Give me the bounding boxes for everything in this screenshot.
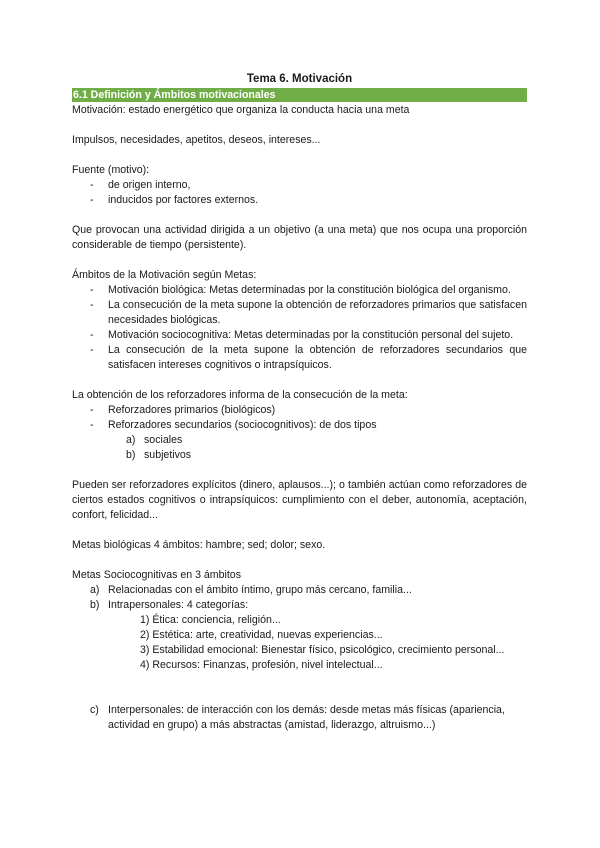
list-item: - inducidos por factores externos. [72,193,527,208]
list-item [72,583,527,598]
socio-list-continued [72,703,527,733]
list-item [72,448,527,463]
list-item: - de origen interno, [72,178,527,193]
definition-text: Motivación: estado energético que organiza la conducta hacia una meta [72,104,410,116]
list-item-text: sociales [144,434,183,446]
list-item-text: Relacionadas con el ámbito íntimo, grupo más cercano, familia... [108,584,412,596]
list-item [72,433,527,448]
list-item: - Reforzadores primarios (biológicos) [72,403,527,418]
biological-goals-text: Metas biológicas 4 ámbitos: hambre; sed; dolor; sexo. [72,539,326,551]
document-page [72,72,527,733]
ambitos-label: Ámbitos de la Motivación según Metas: [72,269,257,281]
section-heading: 6.1 Definición y Ámbitos motivacionales [72,88,527,102]
list-item: - Reforzadores secundarios (sociocognitivos): de dos tipos [72,418,527,433]
list-item [72,598,527,613]
intrapersonal-categories [72,613,527,673]
category-item: 4) Recursos: Finanzas, profesión, nivel intelectual... [140,659,383,671]
ambitos-list [72,283,527,373]
reinforcer-types-list [72,433,527,463]
list-item-text: Intrapersonales: 4 categorías: [108,599,249,611]
list-item-text: subjetivos [144,449,192,461]
reinforcers-list [72,403,527,433]
page-title: Tema 6. Motivación [246,73,353,85]
list-item [72,703,527,733]
list-marker: b) [126,449,136,461]
list-marker: c) [90,704,99,716]
list-item: - La consecución de la meta supone la obtención de reforzadores secundarios que satisfacen intereses cognitivos o intrapsíquicos. [72,343,527,373]
category-item: 1) Ética: conciencia, religión... [140,614,281,626]
category-item: 3) Estabilidad emocional: Bienestar físico, psicológico, crecimiento personal... [140,644,505,656]
explicit-paragraph: Pueden ser reforzadores explícitos (dinero, aplausos...); o también actúan como reforzadores de ciertos estados cognitivos o intrapsíquicos: cumplimiento con el deber, autonomía, aceptación, confort, felicidad... [72,479,527,521]
socio-label: Metas Sociocognitivas en 3 ámbitos [72,569,241,581]
category-item: 2) Estética: arte, creatividad, nuevas experiencias... [140,629,383,641]
list-marker: a) [90,584,100,596]
list-item: - Motivación biológica: Metas determinadas por la constitución biológica del organismo. [72,283,527,298]
list-item: - La consecución de la meta supone la obtención de reforzadores primarios que satisfacen necesidades biológicas. [72,298,527,328]
list-marker: b) [90,599,100,611]
provoke-paragraph: Que provocan una actividad dirigida a un objetivo (a una meta) que nos ocupa una proporción considerable de tiempo (persistente). [72,224,527,251]
source-list [72,178,527,208]
source-label: Fuente (motivo): [72,164,150,176]
socio-list [72,583,527,613]
list-item: - Motivación sociocognitiva: Metas determinadas por la constitución personal del sujeto. [72,328,527,343]
list-marker: a) [126,434,136,446]
reinforcers-label: La obtención de los reforzadores informa de la consecución de la meta: [72,389,408,401]
list-item-text: Interpersonales: de interacción con los demás: desde metas más físicas (apariencia, actividad en grupo) a más abstractas (amistad, liderazgo, altruismo...) [108,704,505,731]
impulses-text: Impulsos, necesidades, apetitos, deseos, intereses... [72,134,321,146]
